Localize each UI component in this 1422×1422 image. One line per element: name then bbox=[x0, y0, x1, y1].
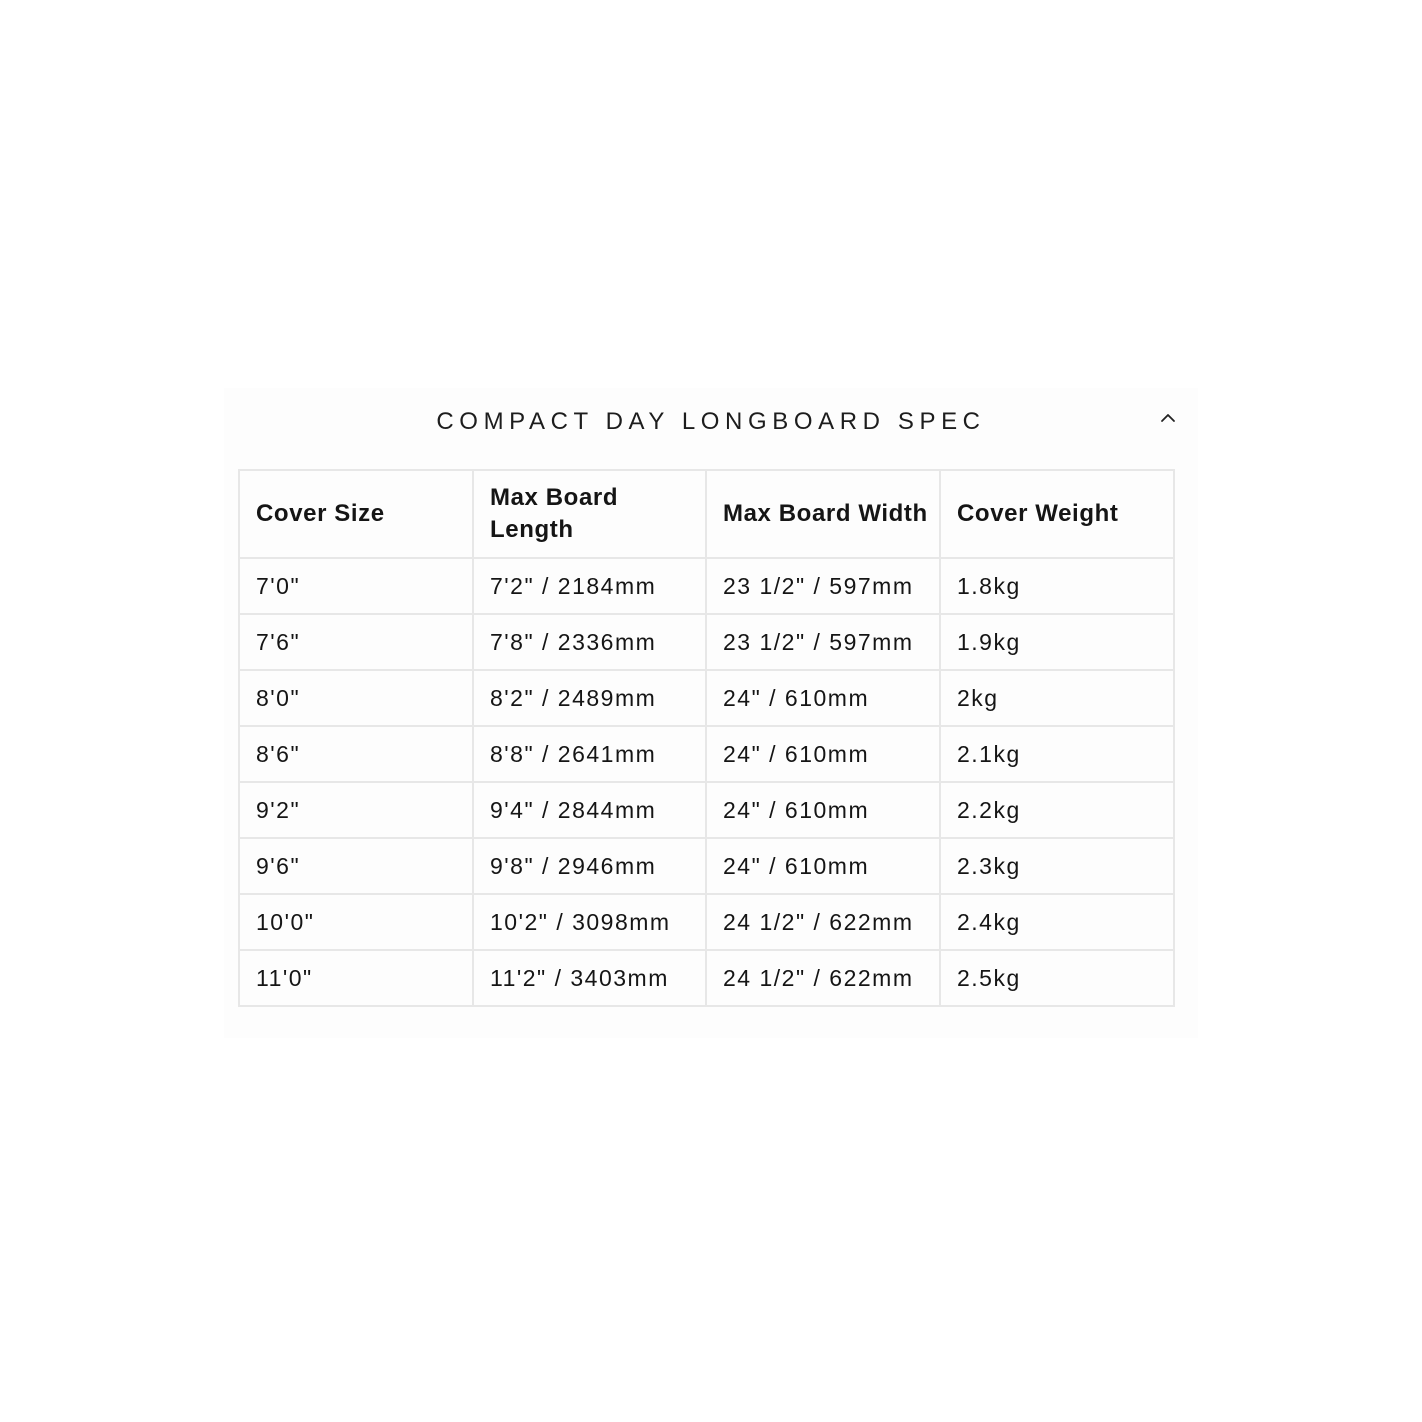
cell-cover-size: 7'0" bbox=[239, 558, 473, 614]
cell-cover-size: 9'2" bbox=[239, 782, 473, 838]
table-row bbox=[239, 782, 1174, 838]
cell-cover-weight: 2.2kg bbox=[940, 782, 1174, 838]
cell-cover-weight: 2.4kg bbox=[940, 894, 1174, 950]
column-header-cover-size: Cover Size bbox=[239, 470, 473, 558]
cell-max-board-width: 23 1/2" / 597mm bbox=[706, 558, 940, 614]
cell-cover-weight: 2kg bbox=[940, 670, 1174, 726]
cell-max-board-width: 24" / 610mm bbox=[706, 838, 940, 894]
table-row bbox=[239, 838, 1174, 894]
table-row bbox=[239, 614, 1174, 670]
table-row bbox=[239, 726, 1174, 782]
cell-cover-size: 11'0" bbox=[239, 950, 473, 1006]
cell-max-board-width: 23 1/2" / 597mm bbox=[706, 614, 940, 670]
column-header-max-board-length: Max Board Length bbox=[473, 470, 706, 558]
cell-cover-weight: 1.9kg bbox=[940, 614, 1174, 670]
accordion-title: COMPACT DAY LONGBOARD SPEC bbox=[436, 408, 986, 435]
column-header-max-board-width: Max Board Width bbox=[706, 470, 940, 558]
cell-max-board-length: 9'8" / 2946mm bbox=[473, 838, 706, 894]
table-row bbox=[239, 670, 1174, 726]
cell-cover-size: 9'6" bbox=[239, 838, 473, 894]
table-row bbox=[239, 950, 1174, 1006]
table-row bbox=[239, 558, 1174, 614]
cell-max-board-width: 24 1/2" / 622mm bbox=[706, 894, 940, 950]
chevron-up-icon[interactable] bbox=[1160, 410, 1176, 426]
cell-cover-weight: 1.8kg bbox=[940, 558, 1174, 614]
cell-max-board-length: 7'2" / 2184mm bbox=[473, 558, 706, 614]
cell-max-board-length: 10'2" / 3098mm bbox=[473, 894, 706, 950]
table-row bbox=[239, 894, 1174, 950]
table-header-row bbox=[239, 470, 1174, 558]
cell-max-board-length: 7'8" / 2336mm bbox=[473, 614, 706, 670]
spec-table bbox=[238, 469, 1175, 1007]
cell-cover-weight: 2.1kg bbox=[940, 726, 1174, 782]
cell-max-board-length: 11'2" / 3403mm bbox=[473, 950, 706, 1006]
cell-cover-size: 7'6" bbox=[239, 614, 473, 670]
cell-max-board-width: 24 1/2" / 622mm bbox=[706, 950, 940, 1006]
cell-cover-size: 10'0" bbox=[239, 894, 473, 950]
cell-cover-weight: 2.5kg bbox=[940, 950, 1174, 1006]
cell-cover-size: 8'6" bbox=[239, 726, 473, 782]
cell-cover-size: 8'0" bbox=[239, 670, 473, 726]
cell-max-board-length: 8'2" / 2489mm bbox=[473, 670, 706, 726]
cell-max-board-length: 8'8" / 2641mm bbox=[473, 726, 706, 782]
cell-cover-weight: 2.3kg bbox=[940, 838, 1174, 894]
cell-max-board-width: 24" / 610mm bbox=[706, 670, 940, 726]
cell-max-board-length: 9'4" / 2844mm bbox=[473, 782, 706, 838]
cell-max-board-width: 24" / 610mm bbox=[706, 782, 940, 838]
accordion-header[interactable] bbox=[224, 388, 1198, 454]
column-header-cover-weight: Cover Weight bbox=[940, 470, 1174, 558]
spec-accordion bbox=[224, 388, 1198, 1038]
cell-max-board-width: 24" / 610mm bbox=[706, 726, 940, 782]
